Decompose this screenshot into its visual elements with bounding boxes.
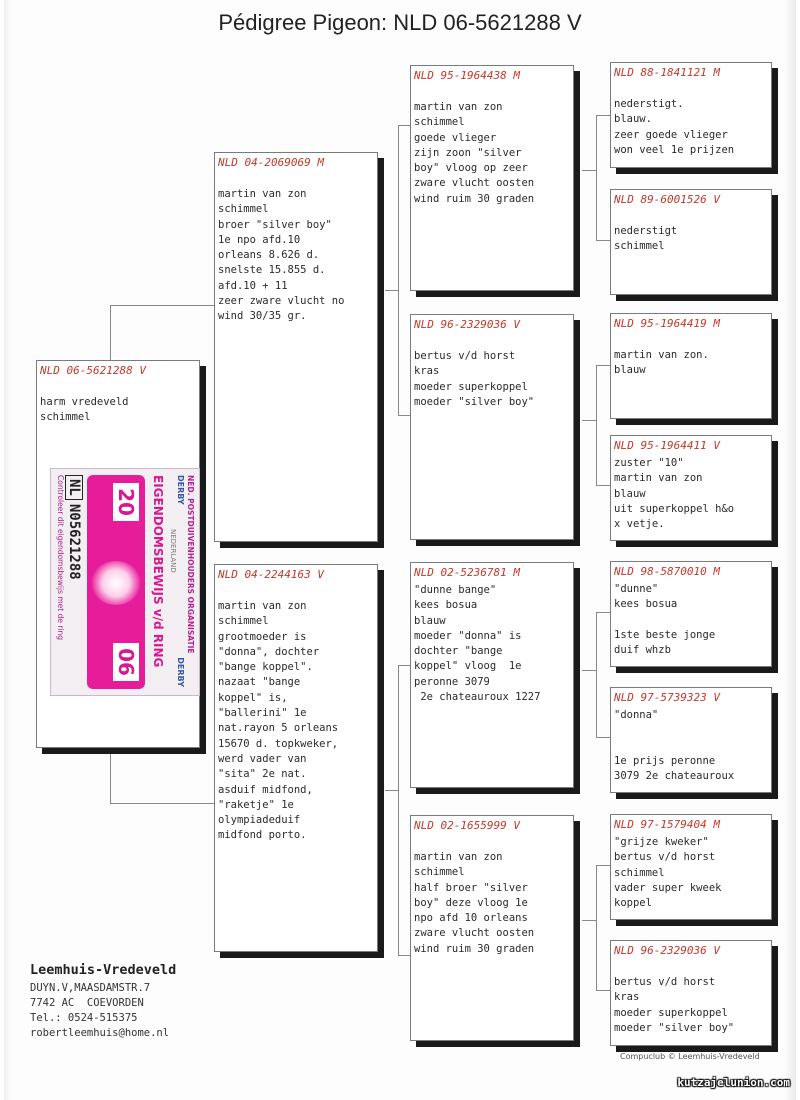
great-grandparent-card <box>610 189 772 295</box>
dam-sire-card <box>410 562 574 788</box>
breeder-phone: Tel.: 0524-515375 <box>30 1012 138 1024</box>
breeder-city: 7742 AC COEVORDEN <box>30 997 144 1009</box>
sire-sire-card <box>410 65 574 291</box>
pigeon-description: martin van zon schimmel broer "silver boy" 1e npo afd.10 orleans 8.626 d. snelste 15.855 d. afd.10 + 11 zeer zware vlucht no wind 30/35 gr. <box>218 188 345 323</box>
ring-number: NLD 04-2069069 M <box>218 156 324 169</box>
card-band <box>87 475 145 689</box>
card-year-right: 06 <box>113 643 139 681</box>
pigeon-description: martin van zon schimmel half broer "silver boy" deze vloog 1e npo afd 10 orleans zware vlucht oosten wind ruim 30 graden <box>414 851 535 955</box>
connector <box>596 865 610 866</box>
sire-card <box>214 152 378 542</box>
page-title: Pédigree Pigeon: NLD 06-5621288 V <box>218 10 582 35</box>
pigeon-description: harm vredeveld schimmel <box>40 396 129 424</box>
great-grandparent-card <box>610 62 772 168</box>
connector <box>110 748 111 803</box>
ring-number: NLD 89-6001526 V <box>614 193 720 206</box>
ring-number: NLD 98-5870010 M <box>614 565 720 578</box>
pigeon-description: bertus v/d horst kras moeder superkoppel moeder "silver boy" <box>414 350 535 408</box>
connector <box>398 665 410 666</box>
card-ring-number <box>65 475 83 580</box>
software-credit: Compuclub © Leemhuis-Vredeveld <box>620 1052 760 1061</box>
great-grandparent-card <box>610 435 772 541</box>
ring-number: NLD 97-1579404 M <box>614 818 720 831</box>
ring-number: NLD 97-5739323 V <box>614 691 720 704</box>
ring-ownership-card <box>50 468 200 696</box>
connector <box>582 420 596 421</box>
card-nl-label: NL <box>65 475 83 500</box>
pigeon-description: "dunne bange" kees bosua blauw moeder "donna" is dochter "bange koppel" vloog 1e peronne 3079 2e chateauroux 1227 <box>414 584 541 704</box>
pigeon-description: martin van zon. blauw <box>614 349 709 377</box>
dam-dam-card <box>410 815 574 1041</box>
breeder-address: DUYN.V,MAASDAMSTR.7 <box>30 982 151 994</box>
site-watermark: kutzajelunion.com <box>677 1076 790 1089</box>
ring-number: NLD 95-1964438 M <box>414 69 520 82</box>
connector <box>582 920 596 921</box>
ring-number: NLD 95-1964411 V <box>614 439 720 452</box>
connector <box>596 612 610 613</box>
connector <box>398 415 410 416</box>
great-grandparent-card <box>610 814 772 920</box>
pigeon-description: martin van zon schimmel grootmoeder is "donna", dochter "bange koppel". nazaat "bange koppel" is, "ballerini" 1e nat.rayon 5 orleans 15670 d. topkweker, werd vader van "sita" 2e nat. asduif midfond, "raketje" 1e olympiadeduif midfond porto. <box>218 600 339 842</box>
pigeon-description: "grijze kweker" bertus v/d horst schimmel vader super kweek koppel <box>614 836 722 910</box>
connector <box>596 612 597 737</box>
ring-number: NLD 02-1655999 V <box>414 819 520 832</box>
connector <box>596 737 610 738</box>
card-control-text: Controleer dit eigendomsbewijs met de ring <box>56 475 65 641</box>
connector <box>110 305 111 362</box>
connector <box>596 990 610 991</box>
connector <box>110 305 215 306</box>
dam-card <box>214 564 378 952</box>
connector <box>596 865 597 990</box>
card-title: EIGENDOMSBEWIJS v/d RING <box>151 475 165 668</box>
breeder-email: robertleemhuis@home.nl <box>30 1027 170 1039</box>
card-country: NEDERLAND <box>169 529 177 573</box>
card-derby-label: DERBY <box>176 657 185 687</box>
card-organisation: NED. POSTDUIVENHOUDERS ORGANISATIE <box>186 475 195 654</box>
connector <box>596 240 610 241</box>
connector <box>582 670 596 671</box>
pigeon-description: bertus v/d horst kras moeder superkoppel moeder "silver boy" <box>614 976 735 1034</box>
sire-dam-card <box>410 314 574 540</box>
connector <box>385 290 398 291</box>
ring-number: NLD 02-5236781 M <box>414 566 520 579</box>
connector <box>110 803 215 804</box>
ring-number: NLD 95-1964419 M <box>614 317 720 330</box>
pigeon-description: "dunne" kees bosua 1ste beste jonge duif whzb <box>614 583 716 657</box>
ring-number: NLD 06-5621288 V <box>40 364 146 377</box>
connector <box>398 125 399 415</box>
great-grandparent-card <box>610 940 772 1046</box>
ring-number: NLD 88-1841121 M <box>614 66 720 79</box>
card-derby-label: DERBY <box>176 475 185 505</box>
pigeon-description: "donna" 1e prijs peronne 3079 2e chateauroux <box>614 709 735 783</box>
pigeon-description: nederstigt schimmel <box>614 225 678 253</box>
pigeon-description: martin van zon schimmel goede vlieger zijn zoon "silver boy" vloog op zeer zware vlucht oosten wind ruim 30 graden <box>414 101 535 205</box>
great-grandparent-card <box>610 687 772 793</box>
pigeon-description: zuster "10" martin van zon blauw uit superkoppel h&o x vetje. <box>614 457 735 531</box>
great-grandparent-card <box>610 561 772 667</box>
ring-number: NLD 96-2329036 V <box>414 318 520 331</box>
card-number-value: N05621288 <box>66 503 82 580</box>
connector <box>596 365 597 485</box>
ring-number: NLD 96-2329036 V <box>614 944 720 957</box>
connector <box>582 170 596 171</box>
connector <box>596 115 610 116</box>
great-grandparent-card <box>610 313 772 419</box>
card-year-left: 20 <box>113 483 139 521</box>
pigeon-description: nederstigt. blauw. zeer goede vlieger won veel 1e prijzen <box>614 98 735 156</box>
connector <box>398 955 410 956</box>
lion-emblem-icon <box>91 561 141 605</box>
connector <box>385 790 398 791</box>
connector <box>398 125 410 126</box>
breeder-name: Leemhuis-Vredeveld <box>30 962 177 978</box>
connector <box>596 485 610 486</box>
ring-number: NLD 04-2244163 V <box>218 568 324 581</box>
connector <box>596 115 597 240</box>
connector <box>596 365 610 366</box>
connector <box>398 665 399 955</box>
